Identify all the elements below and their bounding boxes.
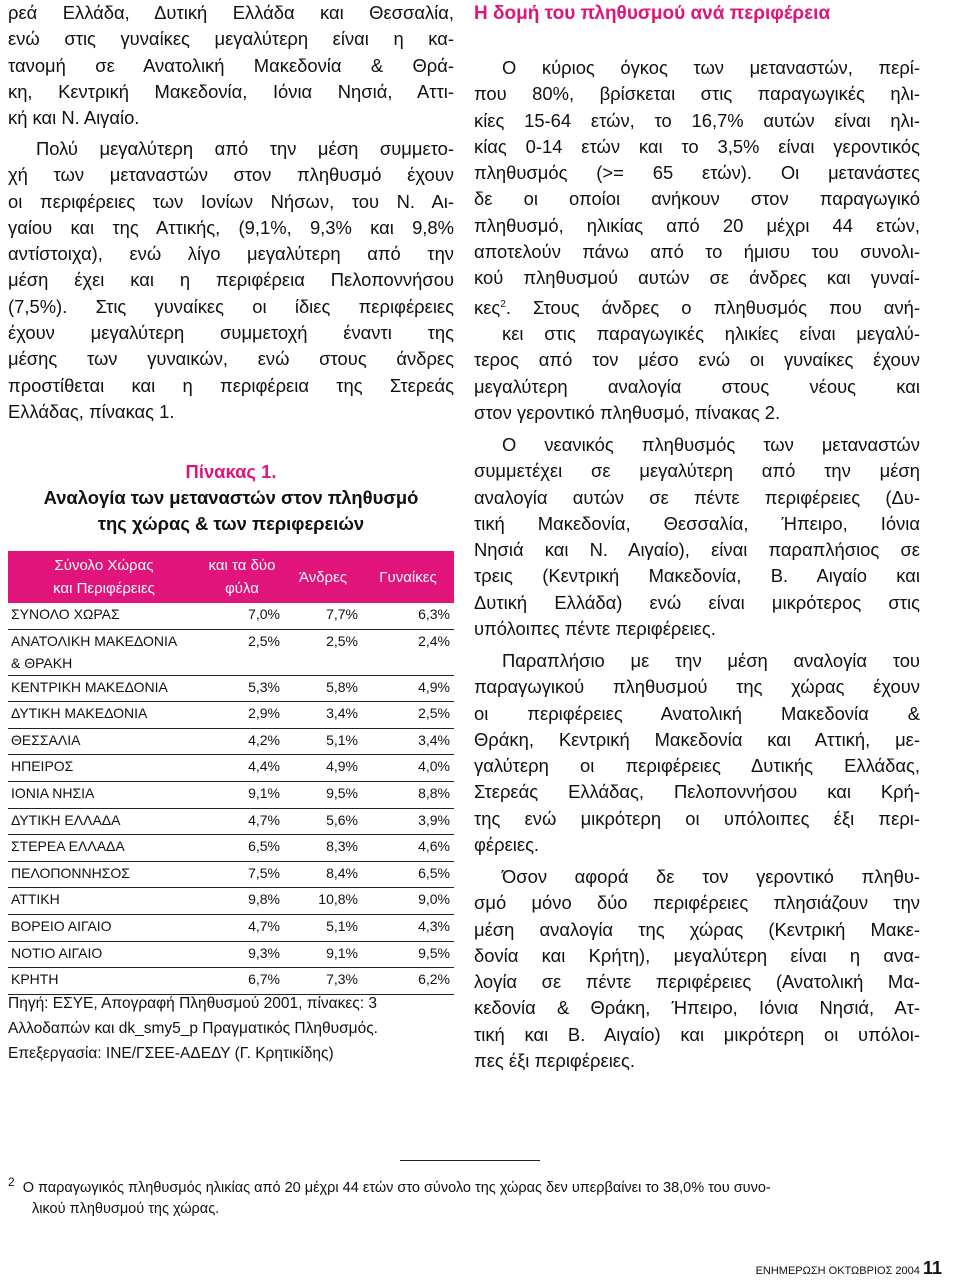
men-cell: 8,3% <box>284 835 362 862</box>
text-line: Ο κύριος όγκος των μεταναστών, περί- <box>502 57 920 78</box>
text-line: κεδονία & Θράκη, Ήπειρο, Ιόνια Νησιά, Ατ- <box>474 997 920 1019</box>
text-line: Νησιά και Ν. Αιγαίο), είναι παραπλήσιος σε <box>474 539 920 561</box>
region-cell <box>8 835 200 862</box>
region-name: ΣΥΝΟΛΟ ΧΩΡΑΣ <box>11 606 120 622</box>
text-line: πες έξι περιφέρειες. <box>474 1050 635 1072</box>
text-line: κού πληθυσμού αυτών σε άνδρες και γυναί- <box>474 267 920 289</box>
table-row <box>8 888 454 915</box>
text-line: ενώ στις γυναίκες μεγαλύτερη είναι η κα- <box>8 28 454 50</box>
footnote-line-1: Ο παραγωγικός πληθυσμός ηλικίας από 20 μέχρι 44 ετών στο σύνολο της χώρας δεν υπερβαίνει το 38,0% του συνο- <box>22 1179 771 1196</box>
text-line: οι περιφέρειες των Ιονίων Νήσων, του Ν. Αι- <box>8 190 454 212</box>
text-line: ρεά Ελλάδα, Δυτική Ελλάδα και Θεσσαλία, <box>8 2 454 23</box>
both-cell: 4,4% <box>200 755 284 782</box>
region-cell <box>8 702 200 729</box>
header-men: Άνδρες <box>284 551 362 603</box>
footnote <box>8 1172 918 1220</box>
text-line: κίες 15-64 ετών, το 16,7% αυτών είναι ηλι- <box>474 109 920 131</box>
region-name: ΝΟΤΙΟ ΑΙΓΑΙΟ <box>11 944 103 961</box>
text-line: συμμετέχει σε μεγαλύτερη από την μέση <box>474 460 920 482</box>
text-line: μέση αναλογία της χώρας (Κεντρική Μακε- <box>474 918 920 940</box>
left-paragraph-2 <box>8 136 454 425</box>
source-line-3: Επεξεργασία: ΙΝΕ/ΓΣΕΕ-ΑΔΕΔΥ (Γ. Κρητικίδης) <box>8 1045 334 1062</box>
both-cell: 9,8% <box>200 888 284 915</box>
migrants-ratio-table <box>8 551 454 995</box>
text-line: Παραπλήσιο με την μέση αναλογία του <box>502 650 920 671</box>
header-women: Γυναίκες <box>362 551 454 603</box>
region-cell <box>8 861 200 888</box>
region-cell <box>8 941 200 968</box>
region-name: ΗΠΕΙΡΟΣ <box>11 758 74 775</box>
text-line: τική και Β. Αιγαίο) και μικρότερη οι υπόλοι- <box>474 1023 920 1045</box>
text-line: λογία σε πέντε περιφέρειες (Ανατολική Μα- <box>474 971 920 993</box>
header-region-line2: και Περιφέρειες <box>53 580 155 597</box>
region-name: ΙΟΝΙΑ ΝΗΣΙΑ <box>11 784 95 801</box>
text-line: δονία και Κρήτη), μεγαλύτερη είναι η ανα- <box>474 944 920 966</box>
footnote-rule <box>400 1160 540 1161</box>
both-cell: 6,7% <box>200 968 284 995</box>
section-heading: Η δομή του πληθυσμού ανά περιφέρεια <box>474 3 831 24</box>
women-cell: 4,6% <box>362 835 454 862</box>
source-line-1: Πηγή: ΕΣΥΕ, Απογραφή Πληθυσμού 2001, πίνακες: 3 <box>8 995 377 1012</box>
text-line: Πολύ μεγαλύτερη από την μέση συμμετο- <box>36 138 454 159</box>
text-line: Δυτική Ελλάδα) ενώ είναι μικρότερος στις <box>474 591 920 613</box>
women-cell: 4,0% <box>362 755 454 782</box>
both-cell: 4,7% <box>200 914 284 941</box>
region-name: ΚΕΝΤΡΙΚΗ ΜΑΚΕΔΟΝΙΑ <box>11 678 168 695</box>
text-line: τική Μακεδονία, Θεσσαλία, Ήπειρο, Ιόνια <box>474 512 920 534</box>
table-number: Πίνακας 1. <box>185 461 277 482</box>
men-cell: 3,4% <box>284 702 362 729</box>
both-cell: 9,3% <box>200 941 284 968</box>
text-line: κει στις παραγωγικές ηλικίες είναι μεγαλύ- <box>502 323 920 345</box>
text-line: υπόλοιπες πέντε περιφέρειες. <box>474 618 716 640</box>
both-cell: 4,2% <box>200 728 284 755</box>
text-line: γαλύτερη οι περιφέρειες Δυτικής Ελλάδας, <box>474 755 920 777</box>
text-line: οι περιφέρειες Ανατολική Μακεδονία & <box>474 702 920 724</box>
page-footer <box>756 1258 942 1279</box>
text-line: χή των μεταναστών στον πληθυσμό έχουν <box>8 164 454 186</box>
table-row <box>8 728 454 755</box>
men-cell: 9,5% <box>284 781 362 808</box>
text-line: παραγωγικού πληθυσμού της χώρας έχουν <box>474 676 920 698</box>
text-line: της ενώ μικρότερη οι υπόλοιπες έξι περι- <box>474 807 920 829</box>
right-paragraph-1-rest <box>474 321 920 426</box>
text-line: τρεις (Κεντρική Μακεδονία, Β. Αιγαίο και <box>474 565 920 587</box>
table-row <box>8 941 454 968</box>
text-line: (7,5%). Στις γυναίκες οι ίδιες περιφέρειες <box>8 295 454 317</box>
women-cell: 6,5% <box>362 861 454 888</box>
region-cell <box>8 629 200 675</box>
table-row <box>8 755 454 782</box>
footnote-marker: 2 <box>8 1175 15 1189</box>
line10-end: . Στους άνδρες ο πληθυσμός που ανή- <box>505 296 920 318</box>
table-row <box>8 629 454 675</box>
region-name: ΒΟΡΕΙΟ ΑΙΓΑΙΟ <box>11 917 112 934</box>
region-cell <box>8 603 200 629</box>
women-cell: 2,4% <box>362 629 454 675</box>
header-both <box>200 551 284 603</box>
header-region-line1: Σύνολο Χώρας <box>54 557 154 574</box>
both-cell: 9,1% <box>200 781 284 808</box>
header-both-line1: και τα δύο <box>208 557 276 574</box>
text-line: αντίστοιχα), ενώ λίγο μεγαλύτερη από την <box>8 243 454 265</box>
text-line: προστίθεται και η περιφέρεια της Στερεάς <box>8 374 454 396</box>
men-cell: 4,9% <box>284 755 362 782</box>
text-line: πληθυσμό, ηλικίας από 20 μέχρι 44 ετών, <box>474 214 920 236</box>
text-line: μέσης των γυναικών, ενώ στους άνδρες <box>8 348 454 370</box>
both-cell: 2,5% <box>200 629 284 675</box>
page-number: 11 <box>922 1258 942 1278</box>
both-cell: 7,5% <box>200 861 284 888</box>
right-paragraph-4 <box>474 864 920 1074</box>
region-cell <box>8 728 200 755</box>
text-line: σμό μόνο δύο περιφέρειες πλησιάζουν την <box>474 892 920 914</box>
text-line: Ο νεανικός πληθυσμός των μεταναστών <box>502 434 920 455</box>
women-cell: 9,5% <box>362 941 454 968</box>
text-line: Θράκη, Κεντρική Μακεδονία και Αττική, με- <box>474 728 920 750</box>
region-cell <box>8 675 200 702</box>
source-line-2: Αλλοδαπών και dk_smy5_p Πραγματικός Πληθυσμός. <box>8 1020 378 1037</box>
text-line: φέρειες. <box>474 834 540 856</box>
region-name: ΑΝΑΤΟΛΙΚΗ ΜΑΚΕΔΟΝΙΑ <box>11 632 178 649</box>
table-header-row <box>8 551 454 603</box>
both-cell: 5,3% <box>200 675 284 702</box>
women-cell: 9,0% <box>362 888 454 915</box>
text-line: μέση έχει και η περιφέρεια Πελοποννήσου <box>8 269 454 291</box>
text-line: Στερεάς Ελλάδας, Πελοποννήσου και Κρή- <box>474 781 920 803</box>
text-line: που 80%, βρίσκεται στις παραγωγικές ηλι- <box>474 83 920 105</box>
right-paragraph-3 <box>474 648 920 858</box>
text-line: κη, Κεντρική Μακεδονία, Ιόνια Νησιά, Αττι- <box>8 80 454 102</box>
text-line: Ελλάδας, πίνακας 1. <box>8 400 175 422</box>
women-cell: 4,3% <box>362 914 454 941</box>
table-row <box>8 781 454 808</box>
region-name: ΔΥΤΙΚΗ ΕΛΛΑΔΑ <box>11 811 121 828</box>
both-cell: 6,5% <box>200 835 284 862</box>
text-line: δε οι οποίοι ανήκουν στον παραγωγικό <box>474 188 920 210</box>
header-both-line2: φύλα <box>225 580 259 597</box>
men-cell: 7,7% <box>284 603 362 629</box>
region-name: ΘΕΣΣΑΛΙΑ <box>11 731 81 748</box>
footnote-ref: 2 <box>500 298 506 310</box>
right-paragraph-1-lines <box>474 55 920 292</box>
text-line: τερος από τον μέσο ενώ οι γυναίκες έχουν <box>474 349 920 371</box>
region-name-cont: & ΘΡΑΚΗ <box>11 654 73 671</box>
region-name: ΔΥΤΙΚΗ ΜΑΚΕΔΟΝΙΑ <box>11 705 148 722</box>
both-cell: 2,9% <box>200 702 284 729</box>
region-name: ΑΤΤΙΚΗ <box>11 891 60 908</box>
region-name: ΠΕΛΟΠΟΝΝΗΣΟΣ <box>11 864 130 881</box>
women-cell: 2,5% <box>362 702 454 729</box>
header-region <box>8 551 200 603</box>
women-cell: 6,3% <box>362 603 454 629</box>
men-cell: 7,3% <box>284 968 362 995</box>
text-line: Όσον αφορά δε τον γεροντικό πληθυ- <box>502 866 920 887</box>
region-cell <box>8 755 200 782</box>
table-title <box>8 459 454 537</box>
table-title-line2: της χώρας & των περιφερειών <box>97 513 365 534</box>
text-line: κίας 0-14 ετών και το 3,5% είναι γεροντικός <box>474 135 920 157</box>
women-cell: 3,4% <box>362 728 454 755</box>
region-name: ΣΤΕΡΕΑ ΕΛΛΑΔΑ <box>11 838 125 855</box>
table-row <box>8 914 454 941</box>
men-cell: 5,6% <box>284 808 362 835</box>
text-line: μεγαλύτερη αναλογία στους νέους και <box>474 375 920 397</box>
right-paragraph-2 <box>474 432 920 642</box>
table-row <box>8 835 454 862</box>
text-line: αναλογία αυτών σε πέντε περιφέρειες (Δυ- <box>474 486 920 508</box>
women-cell: 8,8% <box>362 781 454 808</box>
table-row <box>8 675 454 702</box>
table-row <box>8 861 454 888</box>
table-row <box>8 702 454 729</box>
text-line: πληθυσμός (>= 65 ετών). Οι μετανάστες <box>474 162 920 184</box>
men-cell: 9,1% <box>284 941 362 968</box>
table-title-line1: Αναλογία των μεταναστών στον πληθυσμό <box>43 487 419 508</box>
region-name: ΚΡΗΤΗ <box>11 971 59 988</box>
left-paragraph-1 <box>8 0 454 131</box>
table-body <box>8 603 454 994</box>
right-paragraph-1-line-10 <box>474 292 920 321</box>
both-cell: 7,0% <box>200 603 284 629</box>
women-cell: 3,9% <box>362 808 454 835</box>
men-cell: 5,1% <box>284 914 362 941</box>
text-line: αποτελούν πάνω από το ήμισυ του συνολι- <box>474 241 920 263</box>
text-line: έχουν μεγαλύτερη συμμετοχή έναντι της <box>8 322 454 344</box>
line10-start: κες <box>474 296 501 318</box>
table-row <box>8 603 454 629</box>
men-cell: 10,8% <box>284 888 362 915</box>
footer-label: ΕΝΗΜΕΡΩΣΗ ΟΚΤΩΒΡΙΟΣ 2004 <box>755 1265 920 1277</box>
women-cell: 6,2% <box>362 968 454 995</box>
women-cell: 4,9% <box>362 675 454 702</box>
region-cell <box>8 914 200 941</box>
men-cell: 5,8% <box>284 675 362 702</box>
region-cell <box>8 808 200 835</box>
men-cell: 5,1% <box>284 728 362 755</box>
footnote-line-2: λικού πληθυσμού της χώρας. <box>32 1200 220 1217</box>
text-line: γαίου και της Αττικής, (9,1%, 9,3% και 9,8% <box>8 216 454 238</box>
text-line: στον γεροντικό πληθυσμό, πίνακας 2. <box>474 401 781 423</box>
right-paragraph-1 <box>474 55 920 426</box>
table-source <box>8 991 454 1066</box>
men-cell: 2,5% <box>284 629 362 675</box>
men-cell: 8,4% <box>284 861 362 888</box>
region-cell <box>8 888 200 915</box>
region-cell <box>8 781 200 808</box>
text-line: κή και Ν. Αιγαίο. <box>8 107 140 129</box>
table-row <box>8 808 454 835</box>
both-cell: 4,7% <box>200 808 284 835</box>
text-line: τανομή σε Ανατολική Μακεδονία & Θρά- <box>8 54 454 76</box>
